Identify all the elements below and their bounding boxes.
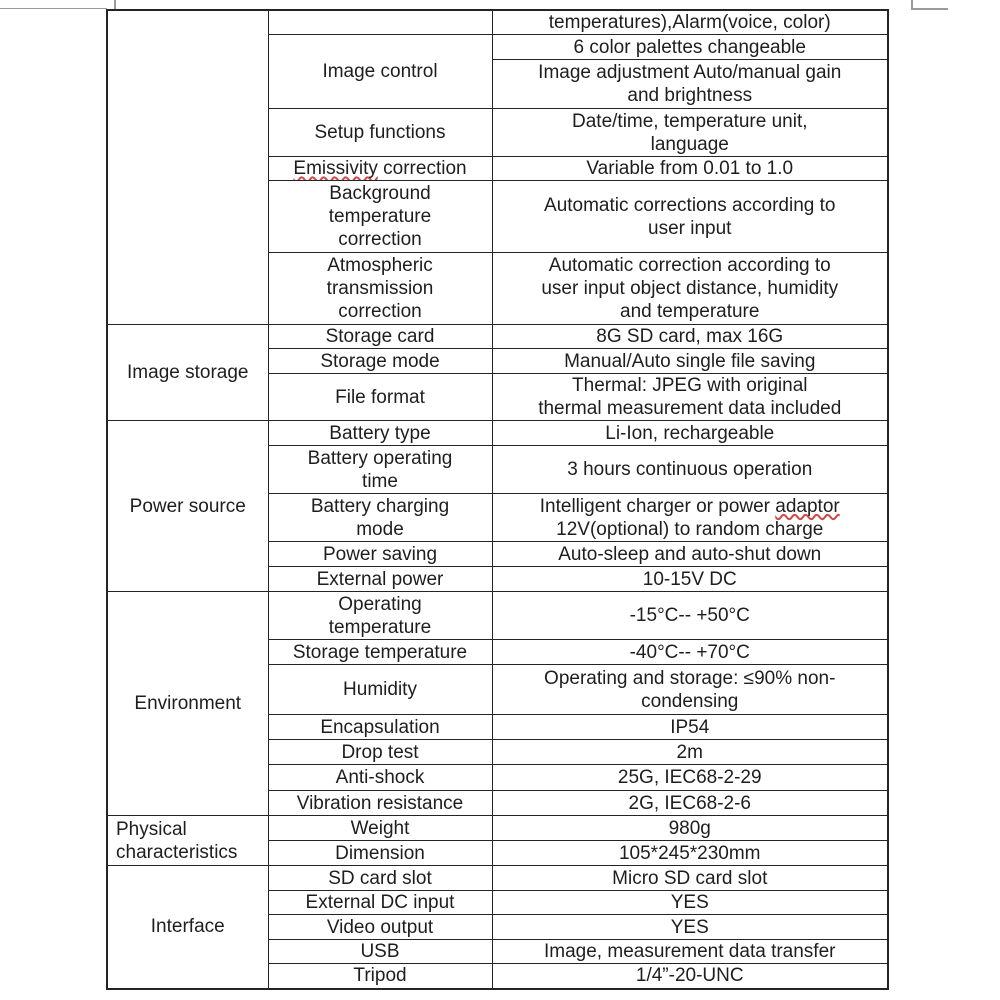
value-cell: 25G, IEC68-2-29 — [492, 765, 888, 791]
value-cell: Automatic corrections according to user input — [492, 181, 888, 253]
crop-mark-right-horizontal — [911, 8, 948, 10]
value-cell: 2m — [492, 740, 888, 765]
value-cell: 105*245*230mm — [492, 841, 888, 866]
table-row — [107, 866, 888, 891]
parameter-cell: Battery charging mode — [268, 494, 492, 542]
spellcheck-squiggle: adaptor — [775, 495, 840, 517]
category-cell: Interface — [107, 866, 268, 989]
parameter-cell: Drop test — [268, 740, 492, 765]
table-row — [107, 325, 888, 349]
value-cell: Auto-sleep and auto-shut down — [492, 542, 888, 567]
parameter-cell: Video output — [268, 915, 492, 940]
parameter-cell: Power saving — [268, 542, 492, 567]
parameter-cell: Setup functions — [268, 109, 492, 157]
value-cell: 980g — [492, 816, 888, 841]
parameter-cell: External DC input — [268, 891, 492, 915]
parameter-cell: Vibration resistance — [268, 791, 492, 816]
category-cell: Environment — [107, 592, 268, 816]
table-row — [107, 421, 888, 446]
parameter-cell: Dimension — [268, 841, 492, 866]
spellcheck-squiggle: Emissivity — [293, 158, 378, 179]
value-cell: Intelligent charger or power adaptor 12V(optional) to random charge — [492, 494, 888, 542]
category-cell: Power source — [107, 421, 268, 592]
value-cell: Li-Ion, rechargeable — [492, 421, 888, 446]
parameter-cell: Weight — [268, 816, 492, 841]
value-cell: IP54 — [492, 715, 888, 740]
value-cell: temperatures),Alarm(voice, color) — [492, 10, 888, 35]
parameter-cell: External power — [268, 567, 492, 592]
value-cell: Operating and storage: ≤90% non- condensing — [492, 665, 888, 715]
value-cell: YES — [492, 891, 888, 915]
parameter-cell: Atmospheric transmission correction — [268, 253, 492, 325]
value-cell: 8G SD card, max 16G — [492, 325, 888, 349]
parameter-cell — [268, 10, 492, 35]
value-cell: Variable from 0.01 to 1.0 — [492, 157, 888, 181]
table-row — [107, 10, 888, 35]
value-cell: Thermal: JPEG with original thermal measurement data included — [492, 374, 888, 421]
crop-mark-left-line — [0, 8, 107, 9]
parameter-cell: Anti-shock — [268, 765, 492, 791]
value-cell: 10-15V DC — [492, 567, 888, 592]
parameter-cell: Battery type — [268, 421, 492, 446]
value-cell: Manual/Auto single file saving — [492, 349, 888, 374]
value-cell: YES — [492, 915, 888, 940]
parameter-cell: Storage temperature — [268, 640, 492, 665]
parameter-cell: Encapsulation — [268, 715, 492, 740]
parameter-cell: Emissivity correction — [268, 157, 492, 181]
parameter-cell: Humidity — [268, 665, 492, 715]
spec-table-body — [107, 10, 888, 989]
value-cell: 2G, IEC68-2-6 — [492, 791, 888, 816]
value-cell: 3 hours continuous operation — [492, 446, 888, 494]
parameter-cell: Storage mode — [268, 349, 492, 374]
value-cell: Image, measurement data transfer — [492, 940, 888, 964]
value-cell: Micro SD card slot — [492, 866, 888, 891]
value-cell: -15°C-- +50°C — [492, 592, 888, 640]
table-row — [107, 592, 888, 640]
value-cell: -40°C-- +70°C — [492, 640, 888, 665]
category-cell: Physical characteristics — [107, 816, 268, 866]
table-row — [107, 816, 888, 841]
value-cell: 6 color palettes changeable — [492, 35, 888, 60]
category-cell: Image storage — [107, 325, 268, 421]
value-cell: Automatic correction according to user input object distance, humidity and temperature — [492, 253, 888, 325]
crop-mark-left-tick — [114, 0, 116, 9]
parameter-cell: Battery operating time — [268, 446, 492, 494]
category-cell — [107, 10, 268, 325]
parameter-cell: Tripod — [268, 964, 492, 989]
value-cell: Date/time, temperature unit, language — [492, 109, 888, 157]
value-cell: 1/4”-20-UNC — [492, 964, 888, 989]
parameter-cell: Image control — [268, 35, 492, 109]
parameter-cell: SD card slot — [268, 866, 492, 891]
value-cell: Image adjustment Auto/manual gain and brightness — [492, 60, 888, 109]
parameter-cell: Storage card — [268, 325, 492, 349]
parameter-cell: Operating temperature — [268, 592, 492, 640]
specification-table — [106, 9, 889, 990]
parameter-cell: Background temperature correction — [268, 181, 492, 253]
parameter-cell: File format — [268, 374, 492, 421]
parameter-cell: USB — [268, 940, 492, 964]
